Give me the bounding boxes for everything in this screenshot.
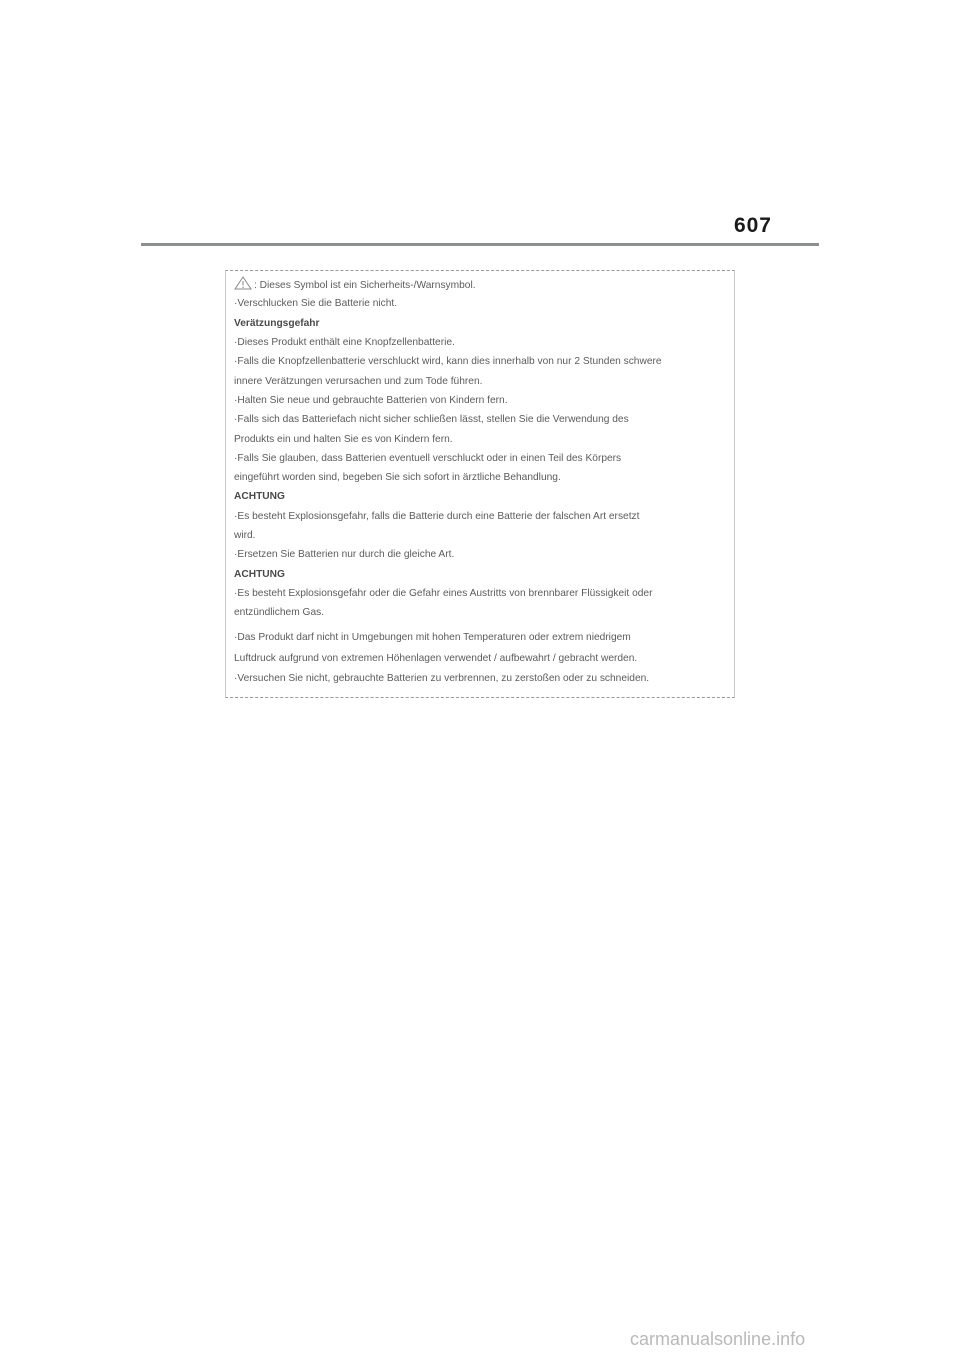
label-line: ·Es besteht Explosionsgefahr, falls die Batterie durch eine Batterie der falschen Art ersetzt <box>234 511 640 522</box>
label-line-text: : Dieses Symbol ist ein Sicherheits-/Warnsymbol. <box>254 280 476 291</box>
label-line: ·Falls sich das Batteriefach nicht sicher schließen lässt, stellen Sie die Verwendung des <box>234 414 629 425</box>
label-line: ·Falls Sie glauben, dass Batterien eventuell verschluckt oder in einen Teil des Körpers <box>234 453 622 464</box>
label-line: ·Falls die Knopfzellenbatterie verschluckt wird, kann dies innerhalb von nur 2 Stunden schwere <box>234 356 662 367</box>
section-heading: ACHTUNG <box>234 491 285 502</box>
label-line: eingeführt worden sind, begeben Sie sich sofort in ärztliche Behandlung. <box>234 472 561 483</box>
page-number: 607 <box>733 214 772 237</box>
label-line: ·Verschlucken Sie die Batterie nicht. <box>234 298 398 309</box>
section-heading: Verätzungsgefahr <box>234 318 320 329</box>
section-heading: ACHTUNG <box>234 569 285 580</box>
label-line: innere Verätzungen verursachen und zum Tode führen. <box>234 376 483 387</box>
label-line: ·Ersetzen Sie Batterien nur durch die gleiche Art. <box>234 549 455 560</box>
label-line: wird. <box>234 530 256 541</box>
label-line: Produkts ein und halten Sie es von Kindern fern. <box>234 434 453 445</box>
label-line: ·Halten Sie neue und gebrauchte Batterien von Kindern fern. <box>234 395 508 406</box>
warning-symbol-line <box>234 276 476 292</box>
label-line: ·Das Produkt darf nicht in Umgebungen mit hohen Temperaturen oder extrem niedrigem <box>234 632 631 643</box>
label-line: ·Es besteht Explosionsgefahr oder die Gefahr eines Austritts von brennbarer Flüssigkeit oder <box>234 588 653 599</box>
header-rule <box>141 243 819 246</box>
warning-triangle-icon <box>234 276 252 290</box>
label-line: ·Versuchen Sie nicht, gebrauchte Batterien zu verbrennen, zu zerstoßen oder zu schneiden. <box>234 673 650 684</box>
footer-watermark: carmanualsonline.info <box>630 1329 806 1349</box>
label-line: entzündlichem Gas. <box>234 607 325 618</box>
label-line: Luftdruck aufgrund von extremen Höhenlagen verwendet / aufbewahrt / gebracht werden. <box>234 653 638 664</box>
battery-warning-label <box>225 270 735 698</box>
label-line: ·Dieses Produkt enthält eine Knopfzellenbatterie. <box>234 337 455 348</box>
